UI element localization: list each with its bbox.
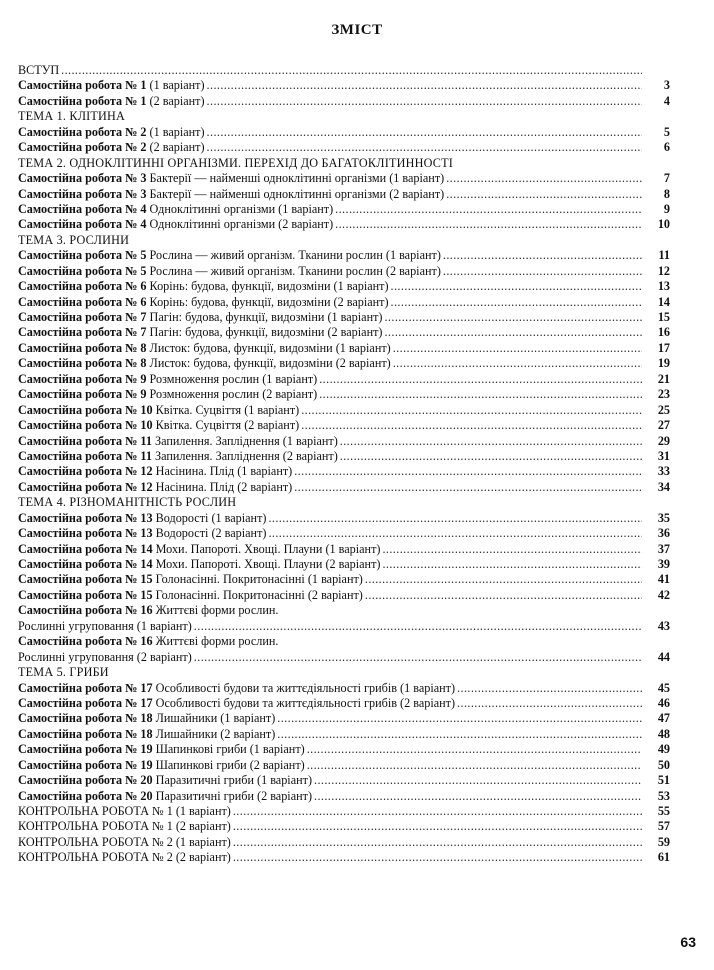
toc-entry (18, 356, 670, 371)
toc-entry-subtitle: Пагін: будова, функції, видозміни (2 варіант) (146, 325, 383, 340)
dot-leader (443, 264, 642, 279)
toc-section-heading (18, 233, 670, 248)
toc-page-number: 25 (657, 402, 670, 417)
toc-entry-label: Самостійна робота № 12 (18, 479, 153, 494)
toc-entry-title (18, 202, 333, 217)
dot-leader (233, 804, 642, 819)
dot-leader (446, 171, 642, 186)
toc-entry-label: Самостійна робота № 2 (18, 124, 147, 139)
toc-entry-subtitle: Одноклітинні організми (1 варіант) (146, 201, 334, 216)
toc-entry-title (18, 464, 292, 479)
toc-entry-title (18, 171, 444, 186)
dot-leader (277, 727, 642, 742)
dot-leader (207, 140, 642, 155)
dot-leader (194, 650, 642, 665)
toc-entry-title (18, 78, 205, 93)
dot-leader (307, 742, 642, 757)
toc-entry-subtitle: Рослинні угруповання (2 варіант) (18, 649, 192, 664)
toc-entry-title (18, 526, 266, 541)
toc-entry (18, 572, 670, 587)
toc-entry-title (18, 341, 391, 356)
toc-entry-subtitle: Водорості (2 варіант) (152, 526, 267, 541)
toc-entry-subtitle: Голонасінні. Покритонасінні (1 варіант) (152, 572, 363, 587)
dot-leader (233, 835, 642, 850)
toc-section-heading (18, 109, 670, 124)
toc-entry-subtitle: Насінина. Плід (1 варіант) (152, 464, 293, 479)
toc-entry-title (18, 742, 305, 757)
dot-leader (277, 711, 642, 726)
toc-page-number: 23 (657, 387, 670, 402)
toc-entry (18, 850, 670, 865)
toc-entry-title (18, 758, 305, 773)
toc-entry (18, 171, 670, 186)
toc-entry-subtitle: (1 варіант) (146, 124, 205, 139)
toc-entry (18, 650, 670, 665)
toc-entry-title (18, 356, 391, 371)
toc-entry-subtitle: КОНТРОЛЬНА РОБОТА № 1 (2 варіант) (18, 819, 231, 834)
toc-entry-subtitle: Квітка. Суцвіття (2 варіант) (152, 418, 300, 433)
toc-entry-title (18, 572, 363, 587)
toc-entry-subtitle: Одноклітинні організми (2 варіант) (146, 217, 334, 232)
dot-leader (391, 279, 642, 294)
toc-page-number: 43 (657, 618, 670, 633)
toc-entry-subtitle: Корінь: будова, функції, видозміни (2 варіант) (146, 294, 389, 309)
toc-page-number: 53 (657, 788, 670, 803)
toc-entry (18, 264, 670, 279)
toc-page-number: 29 (657, 433, 670, 448)
toc-entry (18, 526, 670, 541)
toc-entry-title (18, 109, 125, 124)
toc-entry-subtitle: Особливості будови та життєдіяльності грибів (2 варіант) (152, 695, 456, 710)
toc-entry-title (18, 711, 275, 726)
toc-page-number: 13 (657, 279, 670, 294)
toc-page-number: 51 (657, 773, 670, 788)
toc-entry (18, 372, 670, 387)
toc-page-number: 19 (657, 356, 670, 371)
toc-page-number: 48 (657, 726, 670, 741)
toc-page-number: 45 (657, 680, 670, 695)
dot-leader (207, 94, 642, 109)
toc-entry-subtitle: Лишайники (2 варіант) (152, 726, 276, 741)
toc-page-number: 8 (663, 186, 670, 201)
dot-leader (319, 387, 642, 402)
toc-page-number: 27 (657, 418, 670, 433)
toc-entry-subtitle: (1 варіант) (146, 78, 205, 93)
dot-leader (384, 310, 642, 325)
toc-entry (18, 696, 670, 711)
toc-entry-label: Самостійна робота № 8 (18, 356, 147, 371)
toc-entry-title (18, 819, 231, 834)
toc-page-number: 9 (663, 201, 670, 216)
toc-entry-subtitle: Листок: будова, функції, видозміни (1 варіант) (146, 340, 391, 355)
toc-page-number: 16 (657, 325, 670, 340)
toc-entry (18, 804, 670, 819)
toc-entry-subtitle: Шапинкові гриби (1 варіант) (152, 742, 305, 757)
toc-entry-title (18, 634, 278, 649)
toc-entry-subtitle: КОНТРОЛЬНА РОБОТА № 1 (1 варіант) (18, 804, 231, 818)
toc-entry-title (18, 63, 59, 78)
dot-leader (391, 295, 642, 310)
toc-entry (18, 711, 670, 726)
dot-leader (61, 63, 642, 78)
toc-entry-label: Самостійна робота № 9 (18, 387, 147, 402)
toc-entry (18, 681, 670, 696)
toc-entry (18, 819, 670, 834)
toc-page-number: 59 (657, 834, 670, 849)
table-of-contents (18, 63, 670, 866)
toc-entry-label: Самостійна робота № 1 (18, 93, 147, 108)
toc-entry-label: Самостійна робота № 17 (18, 695, 153, 710)
toc-page-number: 49 (657, 742, 670, 757)
toc-entry (18, 341, 670, 356)
dot-leader (314, 773, 642, 788)
toc-entry-subtitle: (2 варіант) (146, 140, 205, 155)
toc-entry-label: Самостійна робота № 5 (18, 248, 147, 263)
toc-entry-label: Самостійна робота № 13 (18, 526, 153, 541)
toc-entry-title (18, 325, 382, 340)
toc-entry-label: Самостійна робота № 4 (18, 217, 147, 232)
toc-entry-label: Самостійна робота № 9 (18, 371, 147, 386)
toc-page-number: 6 (663, 140, 670, 155)
toc-entry-subtitle: Квітка. Суцвіття (1 варіант) (152, 402, 300, 417)
toc-entry-title (18, 434, 338, 449)
toc-page-number: 4 (663, 93, 670, 108)
toc-entry (18, 758, 670, 773)
toc-section-heading (18, 495, 670, 510)
toc-entry-label: ТЕМА 4. РІЗНОМАНІТНІСТЬ РОСЛИН (18, 495, 237, 510)
toc-entry-title (18, 387, 317, 402)
toc-entry-subtitle: Паразитичні гриби (1 варіант) (152, 773, 313, 788)
toc-entry-label: Самостійна робота № 20 (18, 773, 153, 788)
toc-entry-label: Самостійна робота № 6 (18, 279, 147, 294)
toc-page-number: 33 (657, 464, 670, 479)
toc-entry-title (18, 495, 236, 510)
toc-entry-title (18, 217, 333, 232)
toc-entry-title (18, 480, 292, 495)
toc-entry (18, 449, 670, 464)
toc-entry-subtitle: Пагін: будова, функції, видозміни (1 варіант) (146, 310, 383, 324)
toc-entry (18, 295, 670, 310)
toc-entry-title (18, 403, 299, 418)
toc-entry-subtitle: Рослинні угруповання (1 варіант) (18, 618, 192, 633)
toc-entry-title (18, 418, 299, 433)
toc-entry-title (18, 156, 453, 171)
toc-entry-title (18, 696, 455, 711)
toc-entry-subtitle: Рослина — живий організм. Тканини рослин (2 варіант) (146, 263, 441, 278)
toc-entry (18, 63, 670, 78)
toc-entry (18, 789, 670, 804)
toc-entry (18, 202, 670, 217)
dot-leader (393, 341, 642, 356)
toc-entry (18, 542, 670, 557)
toc-entry-subtitle: Насінина. Плід (2 варіант) (152, 479, 293, 494)
toc-page-number: 41 (657, 572, 670, 587)
toc-entry-subtitle: Запилення. Запліднення (1 варіант) (151, 433, 338, 448)
toc-entry-label: Самостійна робота № 17 (18, 680, 153, 695)
toc-entry-title (18, 835, 231, 850)
toc-entry-label: Самостійна робота № 11 (18, 433, 152, 448)
toc-entry-label: Самостійна робота № 3 (18, 171, 147, 186)
toc-entry-label: ТЕМА 5. ГРИБИ (18, 665, 109, 680)
toc-entry-title (18, 665, 109, 680)
toc-entry-subtitle: Розмноження рослин (1 варіант) (146, 371, 318, 386)
toc-entry-subtitle: Листок: будова, функції, видозміни (2 варіант) (146, 356, 391, 371)
toc-entry (18, 325, 670, 340)
toc-entry (18, 742, 670, 757)
toc-entry (18, 387, 670, 402)
toc-section-heading (18, 156, 670, 171)
toc-entry-title (18, 140, 205, 155)
toc-page-number: 35 (657, 510, 670, 525)
toc-entry (18, 248, 670, 263)
toc-entry-label: ТЕМА 3. РОСЛИНИ (18, 232, 130, 247)
toc-page-number: 47 (657, 711, 670, 726)
toc-entry (18, 187, 670, 202)
dot-leader (314, 789, 642, 804)
toc-page-number: 57 (657, 819, 670, 834)
toc-entry-label: Самостійна робота № 2 (18, 140, 147, 155)
toc-entry-title (18, 557, 380, 572)
toc-entry-subtitle: Водорості (1 варіант) (152, 510, 267, 525)
toc-entry (18, 634, 670, 649)
toc-entry-label: Самостійна робота № 10 (18, 418, 153, 433)
toc-entry-label: Самостійна робота № 15 (18, 587, 153, 602)
toc-entry-label: Самостійна робота № 4 (18, 201, 147, 216)
toc-entry-title (18, 372, 317, 387)
toc-entry (18, 464, 670, 479)
toc-entry (18, 557, 670, 572)
toc-page-number: 42 (657, 587, 670, 602)
toc-entry-label: Самостійна робота № 7 (18, 310, 147, 324)
toc-entry-title (18, 233, 129, 248)
toc-entry-label: Самостійна робота № 7 (18, 325, 147, 340)
toc-entry-label: Самостійна робота № 20 (18, 788, 153, 803)
toc-entry-subtitle: Життєві форми рослин. (152, 603, 279, 618)
toc-entry-label: Самостійна робота № 13 (18, 510, 153, 525)
toc-entry-label: Самостійна робота № 14 (18, 557, 153, 571)
toc-entry-label: Самостійна робота № 6 (18, 294, 147, 309)
dot-leader (268, 526, 642, 541)
toc-page-number: 3 (663, 78, 670, 93)
toc-page-number: 10 (657, 217, 670, 232)
toc-entry (18, 78, 670, 93)
toc-section-heading (18, 665, 670, 680)
toc-page-number: 21 (657, 371, 670, 386)
dot-leader (446, 187, 642, 202)
toc-entry-title (18, 125, 205, 140)
toc-page-number: 12 (657, 263, 670, 278)
toc-entry-title (18, 187, 444, 202)
toc-entry-title (18, 804, 231, 819)
dot-leader (457, 681, 642, 696)
toc-page-number: 55 (657, 804, 670, 818)
dot-leader (294, 480, 642, 495)
toc-entry-label: Самостійна робота № 19 (18, 757, 153, 772)
dot-leader (294, 464, 642, 479)
dot-leader (382, 557, 642, 572)
dot-leader (340, 449, 642, 464)
toc-entry-label: Самостійна робота № 18 (18, 726, 153, 741)
dot-leader (443, 248, 642, 263)
toc-page-number: 44 (657, 649, 670, 664)
toc-entry-label: Самостійна робота № 14 (18, 541, 153, 556)
toc-entry (18, 511, 670, 526)
toc-page-number: 5 (663, 124, 670, 139)
toc-entry-title (18, 850, 231, 865)
toc-entry-subtitle: Мохи. Папороті. Хвощі. Плауни (2 варіант) (152, 557, 381, 571)
dot-leader (233, 819, 642, 834)
toc-page-number: 7 (663, 171, 670, 186)
toc-entry-subtitle: Рослина — живий організм. Тканини рослин (1 варіант) (146, 248, 441, 263)
toc-entry-title (18, 542, 380, 557)
dot-leader (301, 418, 642, 433)
toc-entry-title (18, 789, 312, 804)
toc-entry-title (18, 94, 205, 109)
toc-entry-subtitle: Мохи. Папороті. Хвощі. Плауни (1 варіант) (152, 541, 381, 556)
dot-leader (365, 588, 642, 603)
toc-entry-subtitle: Шапинкові гриби (2 варіант) (152, 757, 305, 772)
toc-entry (18, 588, 670, 603)
dot-leader (207, 78, 642, 93)
toc-page-number: 37 (657, 541, 670, 556)
toc-entry-subtitle: Бактерії — найменші одноклітинні організми (2 варіант) (146, 186, 445, 201)
toc-entry-label: Самостійна робота № 19 (18, 742, 153, 757)
dot-leader (319, 372, 642, 387)
toc-entry-subtitle: Розмноження рослин (2 варіант) (146, 387, 318, 402)
toc-entry-label: Самостійна робота № 15 (18, 572, 153, 587)
dot-leader (207, 125, 642, 140)
toc-entry-label: Самостійна робота № 18 (18, 711, 153, 726)
toc-entry-title (18, 773, 312, 788)
dot-leader (307, 758, 642, 773)
dot-leader (457, 696, 642, 711)
toc-entry (18, 125, 670, 140)
toc-entry (18, 418, 670, 433)
toc-entry-title (18, 681, 455, 696)
toc-entry (18, 94, 670, 109)
toc-page-number: 61 (657, 850, 670, 865)
toc-entry-label: Самостійна робота № 16 (18, 603, 153, 618)
toc-entry-subtitle: Корінь: будова, функції, видозміни (1 варіант) (146, 279, 389, 294)
toc-entry-label: ТЕМА 1. КЛІТИНА (18, 109, 126, 124)
page-number: 63 (680, 934, 696, 950)
toc-entry (18, 773, 670, 788)
page-title: ЗМІСТ (331, 22, 383, 38)
dot-leader (194, 619, 642, 634)
toc-entry (18, 403, 670, 418)
toc-entry-title (18, 264, 441, 279)
toc-entry-title (18, 619, 192, 634)
dot-leader (393, 356, 642, 371)
toc-entry-title (18, 248, 441, 263)
toc-page-number: 50 (657, 757, 670, 772)
dot-leader (268, 511, 642, 526)
toc-entry-title (18, 310, 382, 325)
toc-entry-title (18, 603, 278, 618)
dot-leader (233, 850, 642, 865)
toc-entry-label: Самостійна робота № 5 (18, 263, 147, 278)
toc-entry (18, 619, 670, 634)
toc-entry-title (18, 511, 266, 526)
toc-entry-label: Самостійна робота № 8 (18, 340, 147, 355)
toc-page-number: 11 (658, 248, 670, 263)
toc-entry-title (18, 449, 338, 464)
dot-leader (340, 434, 642, 449)
toc-entry (18, 835, 670, 850)
dot-leader (335, 217, 642, 232)
toc-entry (18, 279, 670, 294)
toc-entry (18, 603, 670, 618)
toc-page-number: 39 (657, 557, 670, 571)
toc-entry-subtitle: (2 варіант) (146, 93, 205, 108)
toc-page-number: 31 (657, 448, 670, 463)
toc-entry-title (18, 727, 275, 742)
toc-entry-title (18, 650, 192, 665)
toc-entry-subtitle: КОНТРОЛЬНА РОБОТА № 2 (2 варіант) (18, 850, 231, 865)
toc-entry-subtitle: Життєві форми рослин. (152, 634, 279, 649)
dot-leader (335, 202, 642, 217)
toc-entry (18, 310, 670, 325)
toc-entry-title (18, 279, 389, 294)
toc-entry-subtitle: Особливості будови та життєдіяльності грибів (1 варіант) (152, 680, 456, 695)
toc-entry (18, 217, 670, 232)
toc-page-number: 15 (657, 310, 670, 324)
toc-entry-label: Самостійна робота № 12 (18, 464, 153, 479)
toc-entry (18, 434, 670, 449)
dot-leader (382, 542, 642, 557)
toc-entry-label: ВСТУП (18, 63, 60, 77)
toc-entry (18, 480, 670, 495)
toc-entry-subtitle: Бактерії — найменші одноклітинні організми (1 варіант) (146, 171, 445, 186)
toc-entry-label: Самостійна робота № 10 (18, 402, 153, 417)
toc-entry-label: Самостійна робота № 16 (18, 634, 153, 649)
toc-entry-title (18, 588, 363, 603)
toc-entry (18, 727, 670, 742)
toc-entry-subtitle: Голонасінні. Покритонасінні (2 варіант) (152, 587, 363, 602)
toc-entry-label: Самостійна робота № 3 (18, 186, 147, 201)
toc-page-number: 34 (657, 479, 670, 494)
toc-entry-title (18, 295, 389, 310)
toc-entry-subtitle: Лишайники (1 варіант) (152, 711, 276, 726)
toc-entry (18, 140, 670, 155)
toc-page-number: 17 (657, 340, 670, 355)
toc-entry-label: ТЕМА 2. ОДНОКЛІТИННІ ОРГАНІЗМИ. ПЕРЕХІД ДО БАГАТОКЛІТИННОСТІ (18, 155, 453, 170)
toc-page-number: 36 (657, 526, 670, 541)
toc-entry-subtitle: Паразитичні гриби (2 варіант) (152, 788, 313, 803)
toc-page-number: 14 (657, 294, 670, 309)
dot-leader (365, 572, 642, 587)
toc-entry-label: Самостійна робота № 1 (18, 78, 147, 93)
dot-leader (301, 403, 642, 418)
toc-entry-subtitle: КОНТРОЛЬНА РОБОТА № 2 (1 варіант) (18, 834, 231, 849)
toc-entry-subtitle: Запилення. Запліднення (2 варіант) (151, 448, 338, 463)
toc-page-number: 46 (657, 695, 670, 710)
toc-entry-label: Самостійна робота № 11 (18, 448, 152, 463)
dot-leader (384, 325, 642, 340)
